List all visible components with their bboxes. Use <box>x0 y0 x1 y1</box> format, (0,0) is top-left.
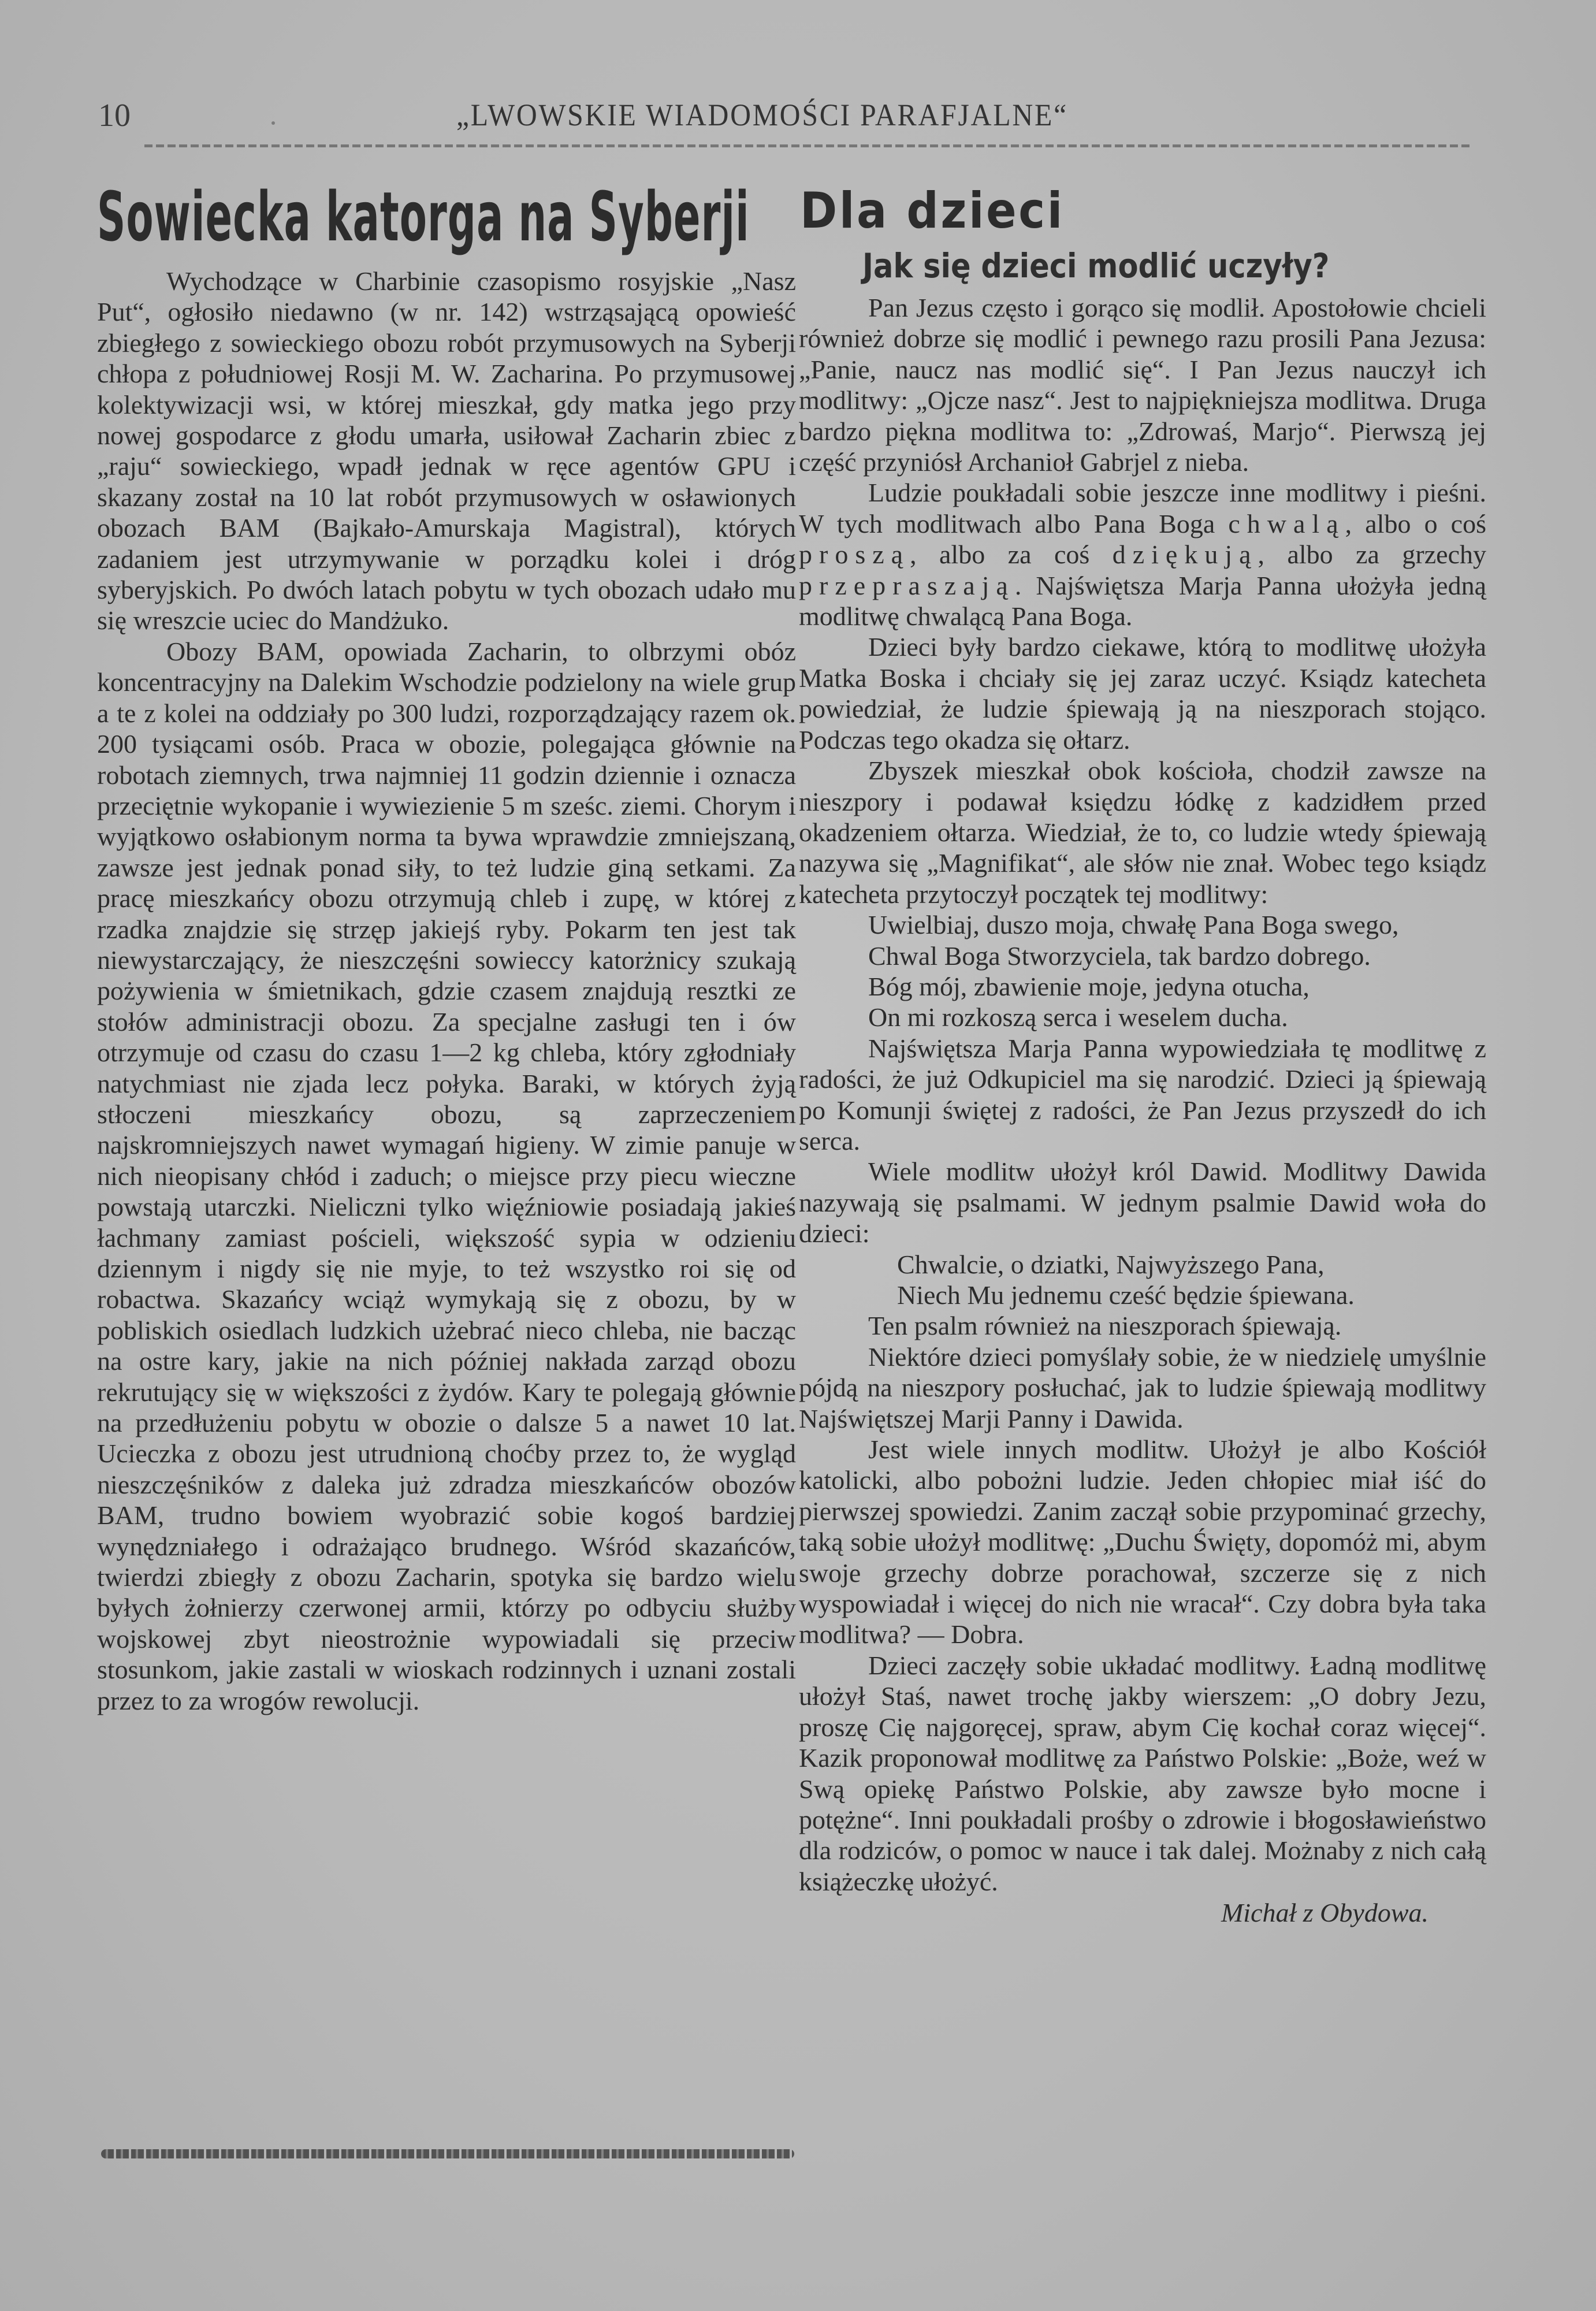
article-title-right: Jak się dzieci modlić uczyły? <box>862 246 1330 285</box>
right-article-body <box>799 292 1486 1897</box>
emphasis: dziękują <box>1112 540 1258 570</box>
text-run: . Najświętsza Marja Panna ułożyła jedną modlitwę chwalącą Pana Boga. <box>799 570 1486 631</box>
article-title-left: Sowiecka katorga na Syberji <box>97 177 750 257</box>
paragraph: Niektóre dzieci pomyślały sobie, że w niedzielę umyślnie pójdą na nieszpory posłuchać, jak to ludzie śpiewają modlitwy Najświętszej Marji Panny i Dawida. <box>799 1342 1486 1433</box>
section-title: Dla dzieci <box>800 182 1065 240</box>
paragraph: Zbyszek mieszkał obok kościoła, chodził zawsze na nieszpory i podawał księdzu łódkę z kadzidłem przed okadzeniem ołtarza. Wiedział, że to, co ludzie wtedy śpiewają nazywa się „Magnifikat“, ale słów nie znał. Wobec tego ksiądz katecheta przytoczył początek tej modlitwy: <box>799 756 1486 909</box>
scan-speck <box>271 121 275 125</box>
text-run: Ludzie poukładali sobie jeszcze inne modlitwy i pieśni. W tych modlitwach albo Pana Boga <box>799 478 1486 538</box>
paragraph <box>799 477 1486 631</box>
paragraph: Dzieci były bardzo ciekawe, którą to modlitwę ułożyła Matka Boska i chciały się jej zaraz uczyć. Ksiądz katecheta powiedział, że ludzie śpiewają ją na nieszporach stojąco. Podczas tego okadza się ołtarz. <box>799 632 1486 755</box>
paragraph: Najświętsza Marja Panna wypowiedziała tę modlitwę z radości, że już Odkupiciel ma się narodzić. Dzieci ją śpiewają po Komunji świętej z radości, że Pan Jezus przyszedł do ich serca. <box>799 1033 1486 1156</box>
paragraph: Ten psalm również na nieszporach śpiewają. <box>868 1311 1342 1341</box>
text-run: , albo za grzechy <box>1258 540 1486 570</box>
text-run: , albo za coś <box>910 540 1113 570</box>
text-run: , albo o coś <box>1345 508 1487 538</box>
paragraph: Wiele modlitw ułożył król Dawid. Modlitwy Dawida nazywają się psalmami. W jednym psalmie Dawid woła do dzieci: <box>799 1157 1486 1249</box>
verse-line: Bóg mój, zbawienie moje, jedyna otucha, <box>868 971 1309 1001</box>
emphasis: proszą <box>799 540 910 570</box>
running-head: „LWOWSKIE WIADOMOŚCI PARAFJALNE“ <box>456 98 1068 132</box>
emphasis: chwalą <box>1228 508 1345 538</box>
verse-line: Uwielbiaj, duszo moja, chwałę Pana Boga swego, <box>868 910 1399 940</box>
header-rule <box>144 144 1473 147</box>
verse-line: Chwalcie, o dziatki, Najwyższego Pana, <box>897 1249 1325 1279</box>
paragraph: Wychodzące w Charbinie czasopismo rosyjskie „Nasz Put“, ogłosiło niedawno (w nr. 142) wstrząsającą opowieść zbiegłego z sowieckiego obozu robót przymusowych na Syberji chłopa z południowej Rosji M. W. Zacharina. Po przymusowej kolektywizacji wsi, w której mieszkał, gdy matka jego przy nowej gospodarce z głodu umarła, usiłował Zacharin zbiec z „raju“ sowieckiego, wpadł jednak w ręce agentów GPU i skazany został na 10 lat robót przymusowych w osławionych obozach BAM (Bajkało-Amurskaja Magistral), których zadaniem jest utrzymywanie w porządku kolei i dróg syberyjskich. Po dwóch latach pobytu w tych obozach udało mu się wreszcie uciec do Mandżuko. <box>97 266 796 636</box>
paragraph: Pan Jezus często i gorąco się modlił. Apostołowie chcieli również dobrze się modlić i pewnego razu prosili Pana Jezusa: „Panie, naucz nas modlić się“. I Pan Jezus nauczył ich modlitwy: „Ojcze nasz“. Jest to najpiękniejsza modlitwa. Druga bardzo piękna modlitwa to: „Zdrowaś, Marjo“. Pierwszą jej część przyniósł Archanioł Gabrjel z nieba. <box>799 293 1486 477</box>
ornamental-divider <box>101 2149 794 2158</box>
emphasis: przepraszają <box>799 570 1015 600</box>
paragraph: Dzieci zaczęły sobie układać modlitwy. Ładną modlitwę ułożył Staś, nawet trochę jakby wierszem: „O dobry Jezu, proszę Cię najgoręcej, spraw, abym Cię kochał coraz więcej“. Kazik proponował modlitwę za Państwo Polskie: „Boże, weź w Swą opiekę Państwo Polskie, aby zawsze było mocne i potężne“. Inni poukładali prośby o zdrowie i błogosławieństwo dla rodziców, o pomoc w nauce i tak dalej. Możnaby z nich całą książeczkę ułożyć. <box>799 1650 1486 1896</box>
paragraph: Jest wiele innych modlitw. Ułożył je albo Kościół katolicki, albo pobożni ludzie. Jeden chłopiec miał iść do pierwszej spowiedzi. Zanim zaczął sobie przypominać grzechy, taką sobie ułożył modlitwę: „Duchu Święty, dopomóż mi, abym swoje grzechy dobrze porachował, szczerze się z nich wyspowiadał i więcej do nich nie wracał“. Czy dobra była taka modlitwa? — Dobra. <box>799 1435 1486 1649</box>
paragraph: Obozy BAM, opowiada Zacharin, to olbrzymi obóz koncentracyjny na Dalekim Wschodzie podzielony na wiele grup a te z kolei na oddziały po 300 ludzi, rozporządzający razem ok. 200 tysiącami osób. Praca w obozie, polegająca głównie na robotach ziemnych, trwa najmniej 11 godzin dziennie i oznacza przeciętnie wykopanie i wywiezienie 5 m sześc. ziemi. Chorym i wyjątkowo osłabionym norma ta bywa wprawdzie zmniejszaną, zawsze jest jednak ponad siły, to też ludzie giną setkami. Za pracę mieszkańcy obozu otrzymują chleb i zupę, w której z rzadka znajdzie się strzęp jakiejś ryby. Pokarm ten jest tak niewystarczający, że nieszczęśni sowieccy katorżnicy szukają pożywienia w śmietnikach, gdzie czasem znajdują resztki ze stołów administracji obozu. Za specjalne zasługi ten i ów otrzymuje od czasu do czasu 1—2 kg chleba, który zgłodniały natychmiast nie zjada lecz połyka. Baraki, w których żyją stłoczeni mieszkańcy obozu, są zaprzeczeniem najskromniejszych nawet wymagań higieny. W zimie panuje w nich nieopisany chłód i zaduch; o miejsce przy piecu wieczne powstają utarczki. Nieliczni tylko więźniowie posiadają jakieś łachmany zamiast pościeli, większość sypia w odzieniu dziennym i nigdy się nie myje, to też wszystko roi się od robactwa. Skazańcy wciąż wymykają się z obozu, by w pobliskich osiedlach ludzkich użebrać nieco chleba, nie bacząc na ostre kary, jakie na nich później nakłada zarząd obozu rekrutujący się w większości z żydów. Kary te polegają głównie na przedłużeniu pobytu w obozie o dalsze 5 a nawet 10 lat. Ucieczka z obozu jest utrudnioną choćby przez to, że wygląd nieszczęśników z daleka już zdradza mieszkańców obozów BAM, trudno bowiem wyobrazić sobie kogoś bardziej wynędzniałego i odrażająco brudnego. Wśród skazańców, twierdzi zbiegły z obozu Zacharin, spotyka się bardzo wielu byłych żołnierzy czerwonej armii, którzy po odbyciu służby wojskowej zbyt nieostrożnie wypowiadali się przeciw stosunkom, jakie zastali w wioskach rodzinnych i uznani zostali przez to za wrogów rewolucji. <box>97 636 796 1715</box>
verse-line: Chwal Boga Stworzyciela, tak bardzo dobrego. <box>868 941 1371 971</box>
left-column <box>97 179 796 1716</box>
author-signature: Michał z Obydowa. <box>1221 1898 1428 1928</box>
right-column <box>799 179 1486 1929</box>
left-article-body <box>97 266 796 1716</box>
verse-line: On mi rozkoszą serca i weselem ducha. <box>868 1002 1288 1032</box>
page-number: 10 <box>98 98 131 133</box>
verse-line: Niech Mu jednemu cześć będzie śpiewana. <box>897 1280 1355 1310</box>
